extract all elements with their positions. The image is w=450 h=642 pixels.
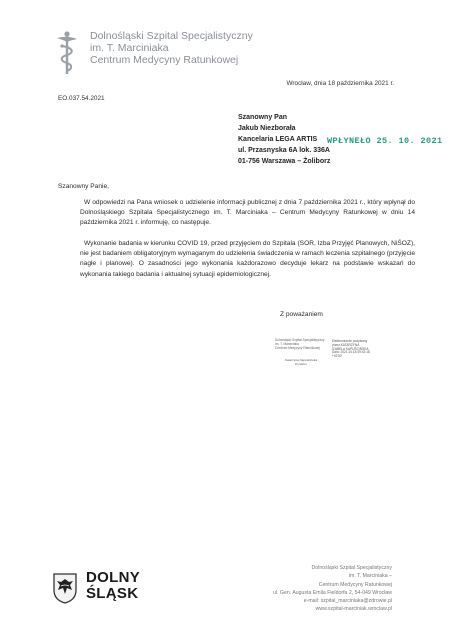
recipient-address <box>238 112 330 167</box>
footer-address-line: www.szpital-marciniak.wroclaw.pl <box>315 606 392 613</box>
signature-detail-line: +02'00' <box>332 354 343 359</box>
closing: Z poważaniem <box>280 311 323 318</box>
signature-issuer-line: Centrum Medycyny Ratunkowej <box>275 345 320 350</box>
footer-address-line: ul. Gen. Augusta Emila Fieldorfa 2, 54-049 Wrocław <box>273 589 392 596</box>
received-stamp: WPŁYNEŁO 25. 10. 2021 <box>327 136 443 146</box>
signature-issuer <box>275 339 327 350</box>
reference-number: EO.037.54.2021 <box>58 95 105 102</box>
hospital-name <box>90 30 253 66</box>
signature-details <box>332 340 370 359</box>
recipient-line: Szanowny Pan <box>238 114 288 121</box>
signature-issuer-line: im. T. Marciniaka <box>275 341 299 346</box>
caduceus-icon <box>54 30 80 76</box>
signature-caption-line: Dyrektor <box>295 361 307 366</box>
footer-address <box>273 564 392 614</box>
recipient-line: Kancelaria LEGA ARTIS <box>238 136 318 143</box>
region-word: DOLNY <box>86 569 140 586</box>
signature-detail-line: Data: 2021.10.18 09:43:18 <box>332 350 370 355</box>
body-paragraph: Wykonanie badania w kierunku COVID 19, przed przyjęciem do Szpitala (SOR, Izba Przyjęć Planowych, NiŚOZ), nie jest badaniem obligatoryjnym wymaganym do udzielenia świadczenia w ramach leczenia szpitalnego (przyjęcie nagłe i planowe). O zasadności jego wykonania każdorazowo decyduje lekarz na podstawie wskazań do wykonania takiego badania i aktualnej sytuacji epidemiologicznej. <box>80 240 415 278</box>
region-wordmark <box>86 570 140 601</box>
signature-detail-line: przez KATARZYNA <box>332 342 360 347</box>
region-word: ŚLĄSK <box>86 584 139 602</box>
signature-detail-line: Elektronicznie podpisany <box>332 339 368 343</box>
eagle-crest-icon <box>52 572 78 604</box>
signature-caption-line: Katarzyna Kapuścińska <box>284 358 318 362</box>
place-date: Wrocław, dnia 18 października 2021 r. <box>286 80 394 87</box>
footer-address-line: e-mail: szpital_marciniaka@zdrowie.pl <box>303 598 392 605</box>
greeting: Szanowny Panie, <box>58 183 109 190</box>
recipient-line: ul. Przasnyska 6A lok. 336A <box>238 147 330 154</box>
signature-issuer-line: Dolnośląski Szpital Specjalistyczny <box>275 338 325 342</box>
footer-address-line: im. T. Marciniaka – <box>348 573 392 580</box>
footer-address-line: Dolnośląski Szpital Specjalistyczny <box>311 565 392 571</box>
body-paragraph: W odpowiedzi na Pana wniosek o udzielenie informacji publicznej z dnia 7 października 2021 r., który wpłynął do Dolnośląskiego Szpitala Specjalistycznego im. T. Marciniaka – Centrum Medycyny Ratunkowej w dniu 14 października 2021 r. informuję, co następuje. <box>80 199 415 227</box>
signature-caption <box>279 359 323 366</box>
signature-detail-line: IZABELA KAPUŚCIŃSKA <box>332 346 369 351</box>
recipient-line: 01-756 Warszawa – Żoliborz <box>238 158 331 165</box>
hospital-line: Dolnośląski Szpital Specjalistyczny <box>90 30 253 42</box>
hospital-line: Centrum Medycyny Ratunkowej <box>90 54 239 66</box>
recipient-line: Jakub Niezborała <box>238 125 296 132</box>
footer-address-line: Centrum Medycyny Ratunkowej <box>318 581 392 588</box>
hospital-line: im. T. Marciniaka <box>90 42 169 54</box>
electronic-signature <box>275 339 395 373</box>
